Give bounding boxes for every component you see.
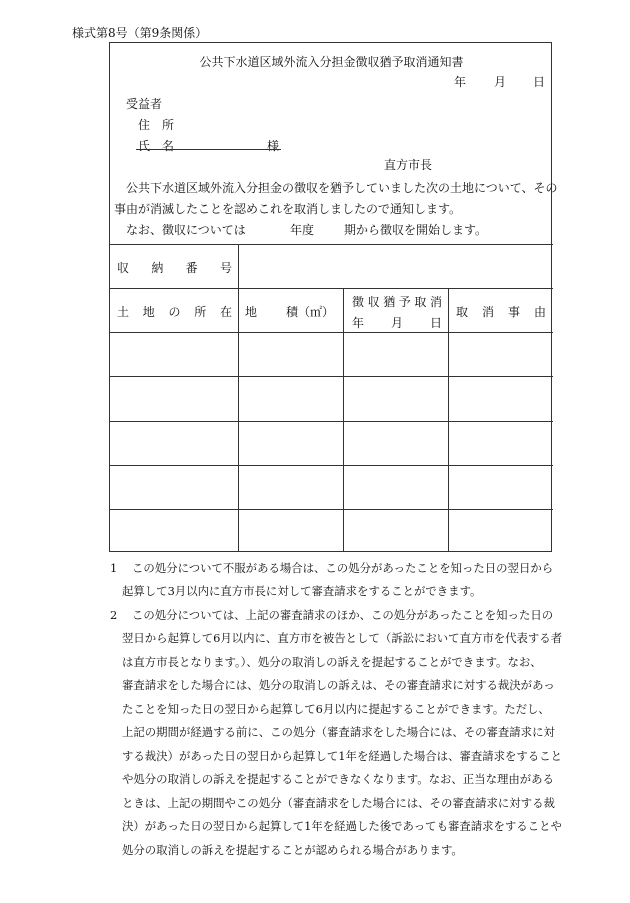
row-line-3 [110,465,553,466]
body-line-2: 事由が消滅したことを認めこれを取消しましたので通知します。 [114,202,462,216]
note-2-line-8: や処分の取消しの訴えを提起することができなくなります。なお、正当な理由がある [122,772,554,786]
area-header-a: 地 [245,305,258,319]
header-row-bottom-line [110,332,553,333]
address-label: 住 所 [138,118,175,132]
document-title: 公共下水道区域外流入分担金徴収猶予取消通知書 [199,55,464,69]
note-2-line-1: この処分については、上記の審査請求のほか、この処分があったことを知った日の [132,608,554,622]
row-line-4 [110,509,553,510]
col-line-3 [448,288,449,552]
note-2-number: 2 [110,608,118,622]
reason-header: 取 消 事 由 [456,305,546,319]
name-label: 氏 名 [138,139,175,153]
row-line-1 [110,376,553,377]
col-line-2 [343,288,344,552]
date-year: 年 [454,75,467,89]
note-1-line-2: 起算して3月以内に直方市長に対して審査請求をすることができます。 [122,584,482,598]
note-2-line-3: は直方市長となります。）、処分の取消しの訴えを提起することができます。なお、 [122,655,542,669]
col-line-1 [238,244,239,552]
form-number-label: 様式第8号（第9条関係） [72,26,208,40]
note-2-line-9: ときは、上記の期間やこの処分（審査請求をした場合には、その審査請求に対する裁 [122,796,555,810]
honorific-label: 様 [267,139,280,153]
note-2-line-6: 上記の期間が経過する前に、この処分（審査請求をした場合には、その審査請求に対 [122,725,555,739]
note-2-line-10: 決）があった日の翌日から起算して1年を経過した後であっても審査請求をすることや [122,819,562,833]
date-month: 月 [494,75,507,89]
table-top-line [110,244,553,245]
note-2-line-4: 審査請求をした場合には、処分の取消しの訴えは、その審査請求に対する裁決があっ [122,678,555,692]
note-2-line-5: たことを知った日の翌日から起算して6月以内に提起することができます。ただし、 [122,702,550,716]
issuer-label: 直方市長 [384,158,433,172]
note-1-number: 1 [110,561,118,575]
note-2-line-11: 処分の取消しの訴えを提起することが認められる場合があります。 [122,843,463,857]
name-underline [136,149,281,150]
row-line-2 [110,421,553,422]
note-2-line-7: する裁決）があった日の翌日から起算して1年を経過した場合は、審査請求をすること [122,749,562,763]
receipt-number-label: 収 納 番 号 [117,261,232,275]
date-day: 日 [533,75,546,89]
receipt-row-bottom-line [110,288,553,289]
cancel-date-header: 徴 収 猶 予 取 消 [352,295,442,309]
body-line-1: 公共下水道区域外流入分担金の徴収を猶予していました次の土地について、その [126,181,558,195]
area-header-b: 積（㎡） [286,305,335,319]
location-header: 土 地 の 所 在 [117,305,232,319]
body-line-3-end: 期から徴収を開始します。 [344,223,488,237]
note-1-line-1: この処分について不服がある場合は、この処分があったことを知った日の翌日から [132,561,554,575]
cancel-date-subheader: 年 月 日 [352,316,442,330]
body-line-3-start: なお、徴収については [126,223,246,237]
recipient-label: 受益者 [126,97,163,111]
notice-form [109,42,558,552]
body-line-3-fiscal-year: 年度 [290,223,315,237]
note-2-line-2: 翌日から起算して6月以内に、直方市を被告として（訴訟において直方市を代表する者 [122,631,563,645]
